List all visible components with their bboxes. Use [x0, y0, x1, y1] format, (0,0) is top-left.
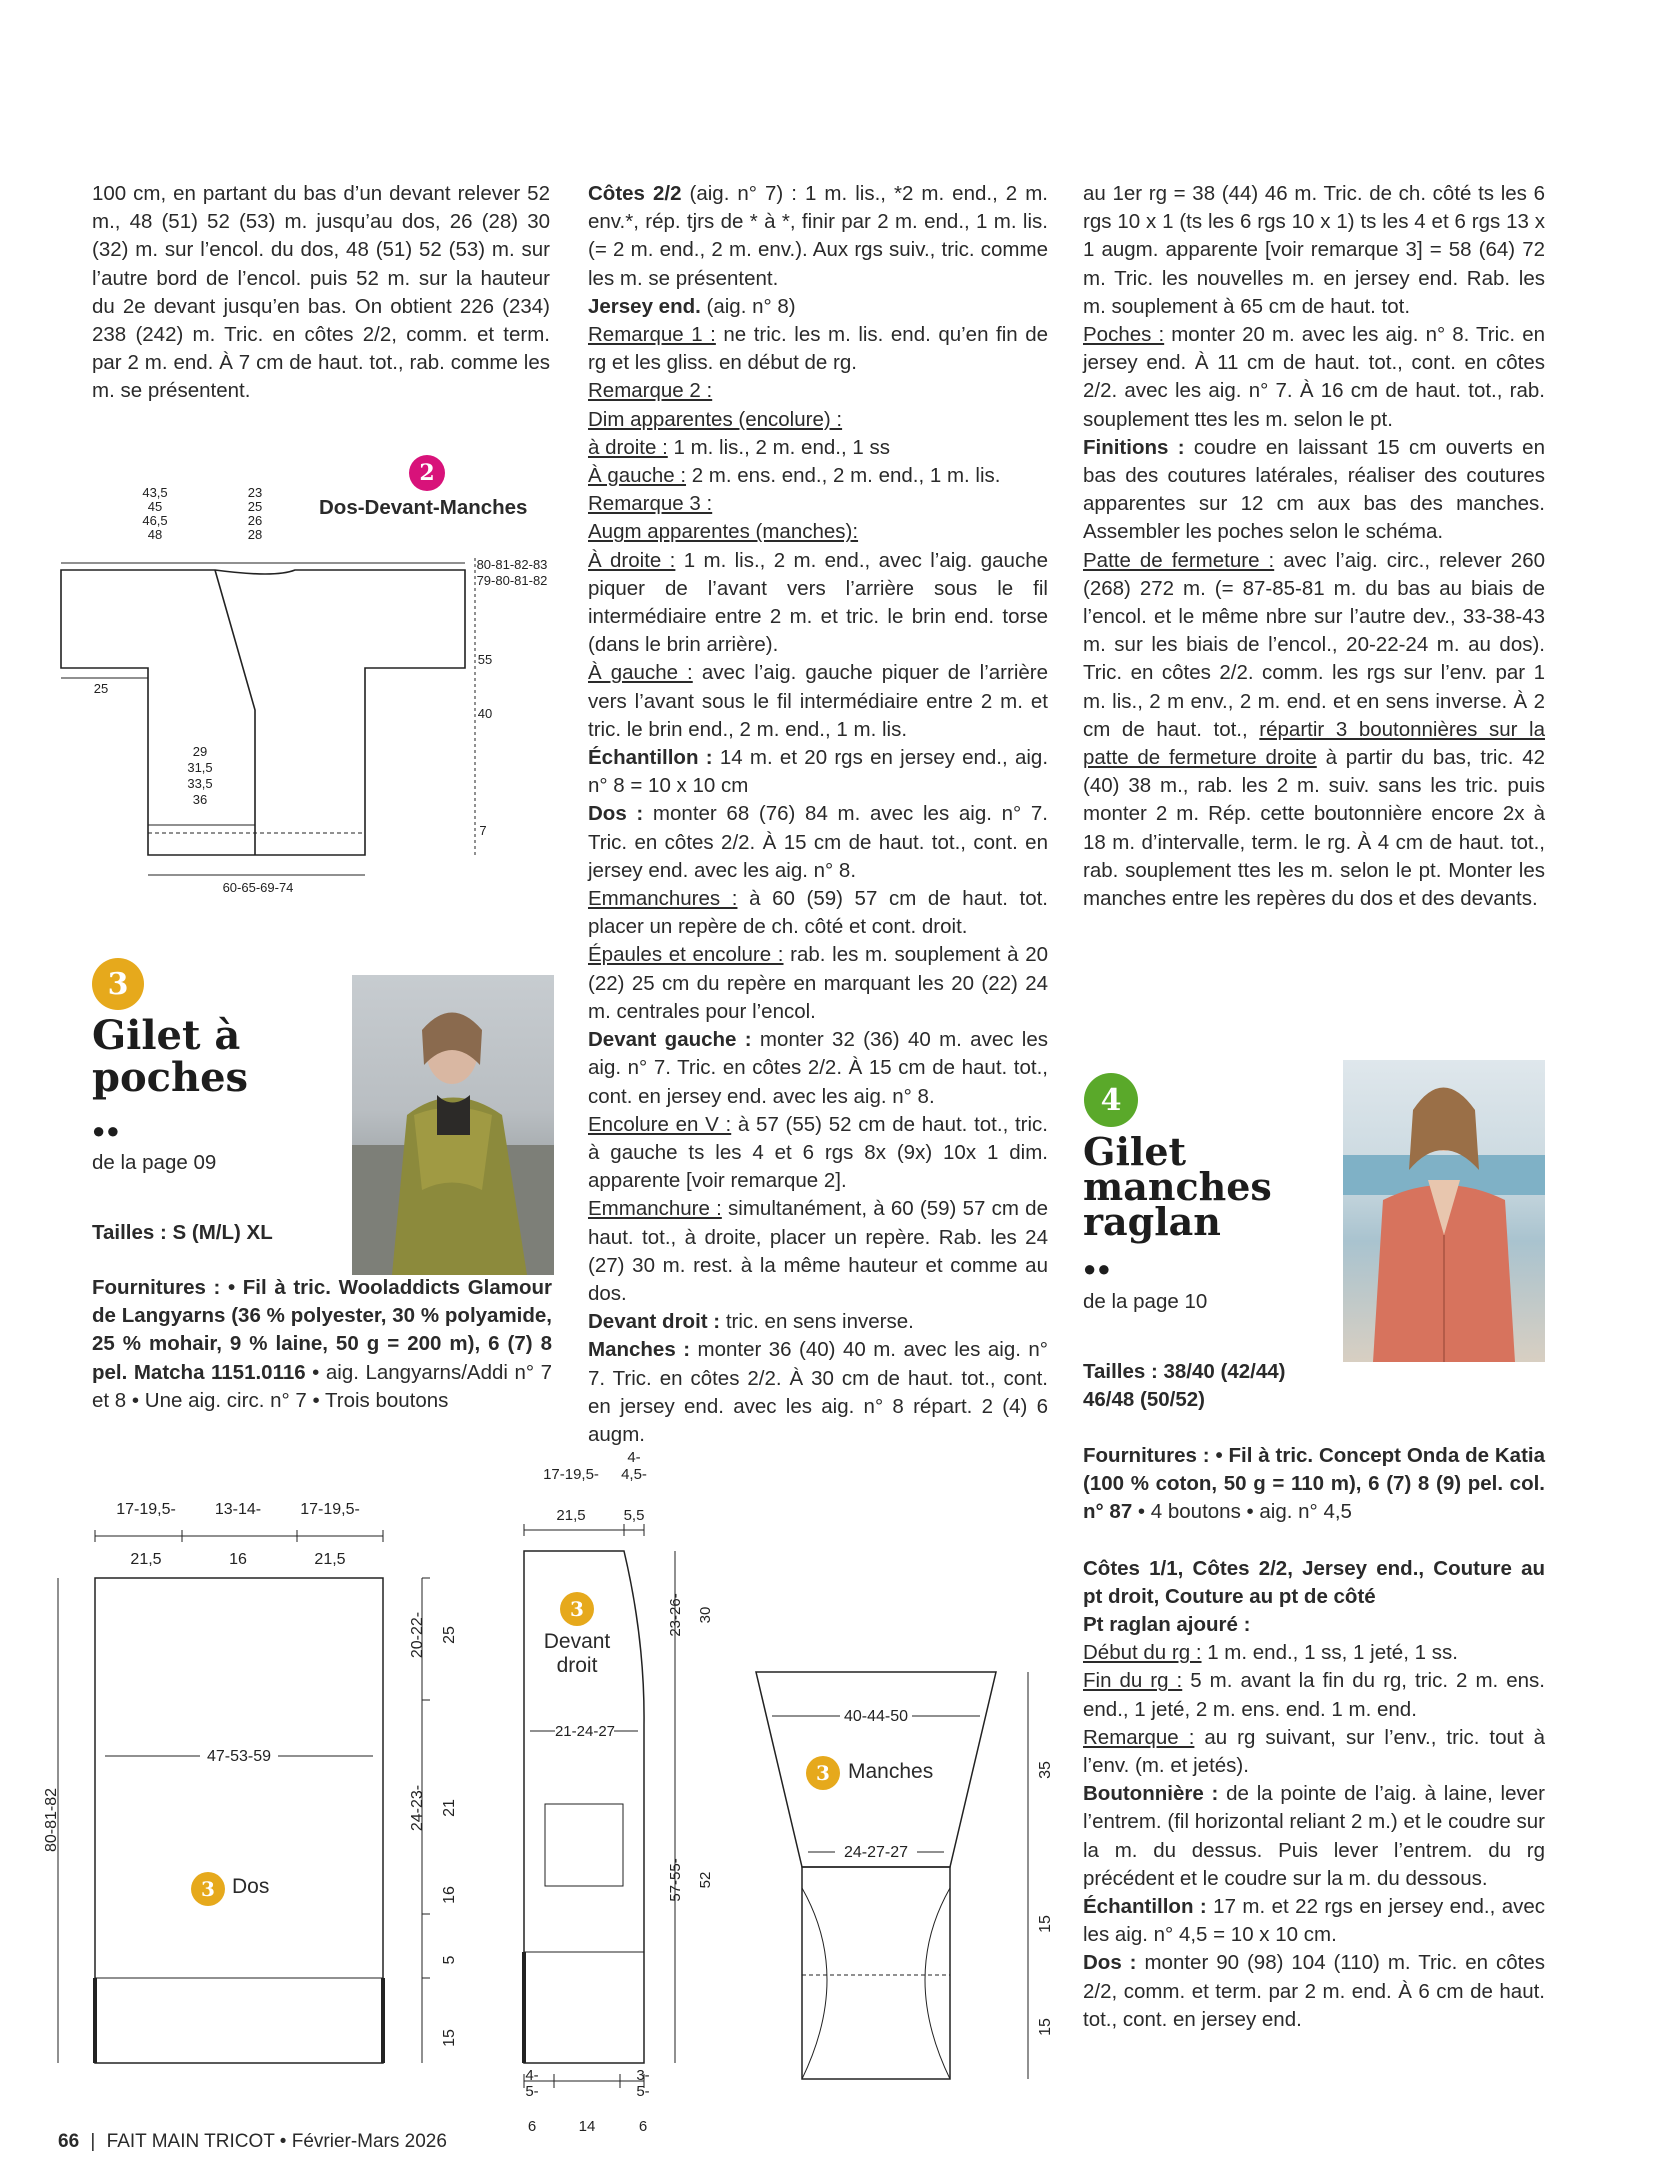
man-r2: 15: [1037, 1915, 1054, 1933]
man-r1: 35: [1037, 1761, 1054, 1779]
dev-bc3: 6: [638, 2118, 648, 2135]
gilet3-title-2: poches: [92, 1054, 249, 1101]
d2-right-b: 79-80-81-82: [476, 573, 548, 588]
dos-r2b: 21: [441, 1799, 458, 1817]
gilet3-page-ref: de la page 09: [92, 1151, 217, 1174]
footer-magazine: FAIT MAIN TRICOT: [106, 2131, 275, 2152]
devant-label: [542, 1630, 612, 1678]
gilet3-photo-art: [352, 975, 554, 1275]
d2-sa0: 43,5: [142, 485, 168, 500]
d2-in2: 33,5: [187, 776, 213, 791]
d2-in0: 29: [192, 744, 208, 759]
diagram-manches: [750, 1660, 1080, 2100]
dos-left: 80-81-82: [43, 1787, 60, 1853]
dev-top-b1: 4,5-: [621, 1466, 647, 1483]
dev-width: 21-24-27: [554, 1723, 616, 1740]
gilet4-badge: 4: [1084, 1073, 1138, 1127]
footer-date: Février-Mars 2026: [291, 2131, 447, 2152]
man-r3: 15: [1037, 2018, 1054, 2036]
gilet3-difficulty: ●●: [92, 1118, 121, 1143]
devant-badge: 3: [560, 1592, 594, 1626]
dev-ba3: 6: [527, 2118, 537, 2135]
gilet3-title-1: Gilet à: [92, 1012, 241, 1059]
d2-left25: 25: [93, 681, 109, 696]
d2-in3: 36: [192, 792, 208, 807]
dos-label: Dos: [232, 1875, 270, 1898]
dev-bc1: 3-: [636, 2067, 650, 2084]
devant-label-1: Devant: [543, 1630, 611, 1653]
dos-r3: 16: [441, 1886, 458, 1904]
dos-top-a2: 21,5: [130, 1551, 162, 1568]
dev-top-b0: 4-: [627, 1449, 641, 1466]
diagram2-schematic: [55, 478, 555, 898]
dev-top-a2: 21,5: [556, 1507, 586, 1524]
dev-top-a1: 17-19,5-: [543, 1466, 599, 1483]
dos-top-c2: 21,5: [314, 1551, 346, 1568]
dos-top-c1: 17-19,5-: [300, 1501, 360, 1518]
d2-right-a: 80-81-82-83: [476, 557, 548, 572]
gilet4-sizes-2: 46/48 (50/52): [1083, 1388, 1205, 1412]
dev-bb: 14: [578, 2118, 596, 2135]
gilet4-sizes-1: Tailles : 38/40 (42/44): [1083, 1360, 1286, 1383]
gilet3-photo: [352, 975, 554, 1275]
gilet4-title-1: Gilet: [1083, 1129, 1187, 1174]
dos-r2: 24-23-: [409, 1784, 426, 1832]
diagram-dos: [40, 1490, 480, 2090]
gilet3-fournitures: [92, 1274, 552, 1415]
gilet3-fourn-label: Fournitures : • Fil à tric.: [92, 1276, 331, 1299]
dev-ba1: 4-: [525, 2067, 539, 2084]
dos-r1: 20-22-: [409, 1611, 426, 1659]
d2-sa1: 45: [147, 499, 163, 514]
dos-top-a1: 17-19,5-: [116, 1501, 176, 1518]
d2-sb0: 23: [247, 485, 263, 500]
gilet4-sizes: [1083, 1358, 1285, 1414]
dos-r4: 5: [441, 1955, 458, 1965]
dos-r1b: 25: [441, 1626, 458, 1644]
gilet4-title-2: manches: [1083, 1164, 1272, 1209]
man-mid: 24-27-27: [843, 1844, 909, 1861]
col3-instructions: au 1er rg = 38 (44) 46 m. Tric. de ch. côté ts les 6 rgs 10 x 1 (ts les 6 rgs 10 x 1) ts les 4 et 6 rgs 13 x 1 augm. apparente [voir remarque 3] = 58 (64) 72 m. Tric. les nouvelles m. en jersey end. Rab. les m. souplement à 65 cm de haut. tot. Poches : monter 20 m. avec les aig. n° 8. Tric. en jersey end. À 11 cm de haut. tot., cont. en côtes 2/2. avec les aig. n° 7. À 16 cm de haut. tot., rab. souplement ttes les m. selon le pt. Finitions : coudre en laissant 15 cm ouverts en bas des coutures latérales, réaliser des coutures apparentes sur 12 cm aux bas des manches. Assembler les poches selon le schéma. Patte de fermeture : avec l’aig. circ., relever 260 (268) 272 m. (= 87-85-81 m. du bas au biais de l’encol. et le même nbre sur l’autre dev., 33-38-43 m. sur les biais de l’encol., 20-22-24 m. au dos). Tric. en côtes 2/2. comm. les rgs sur l’env. par 1 m. lis., 2 m env., 2 m. end. et en sens inverse. À 2 cm de haut. tot., répartir 3 boutonnières sur la patte de fermeture droite à partir du bas, tric. 42 (40) 38 m., rab. les 2 m. suiv. sans les tric. puis monter 2 m. Rép. cette boutonnière encore 2x à 18 m. d’intervalle, term. le rg. À 4 cm de haut. tot., rab. souplement ttes les m. selon le pt. Monter les manches entre les repères du dos et des devants.: [1083, 182, 1546, 911]
gilet3-fourn-bold: Wooladdicts Glamour de Langyarns (36 % polyester, 30 % polyamide, 25 % mohair, 9 % laine, 50 g = 200 m), 6 (7) 8 pel. Matcha 1151.0116: [92, 1276, 553, 1384]
dos-r5: 15: [441, 2029, 458, 2047]
d2-h7: 7: [479, 823, 487, 838]
dev-r2b: 52: [697, 1871, 714, 1889]
col2-instructions: Côtes 2/2 (aig. n° 7) : 1 m. lis., *2 m. end., 2 m. env.*, rép. tjrs de * à *, finir par 2 m. end., 1 m. lis. (= 2 m. end., 2 m. env.). Aux rgs suiv., tric. comme les m. se présentent. Jersey end. (aig. n° 8) Remarque 1 : ne tric. les m. lis. end. qu’en fin de rg et les gliss. en début de rg. Remarque 2 : Dim apparentes (encolure) : à droite : 1 m. lis., 2 m. end., 1 ss À gauche : 2 m. ens. end., 2 m. end., 1 m. lis. Remarque 3 : Augm apparentes (manches): À droite : 1 m. lis., 2 m. end., avec l’aig. gauche piquer de l’avant vers l’arrière sous le fil intermédiaire entre 2 m. et tric. le brin end. torse (dans le brin arrière). À gauche : avec l’aig. gauche piquer de l’arrière vers l’avant sous le fil intermédiaire entre 2 m. et tric. le brin end., 2 m. end., 1 m. lis. Échantillon : 14 m. et 20 rgs en jersey end., aig. n° 8 = 10 x 10 cm Dos : monter 68 (76) 84 m. avec les aig. n° 7. Tric. en côtes 2/2. À 15 cm de haut. tot., cont. en jersey end. avec les aig. n° 8. Emmanchures : à 60 (59) 57 cm de haut. tot. placer un repère de ch. côté et cont. droit. Épaules et encolure : rab. les m. souplement à 20 (22) 25 cm du repère en marquant les 20 (22) 24 m. centrales pour l’encol. Devant gauche : monter 32 (36) 40 m. avec les aig. n° 7. Tric. en côtes 2/2. À 15 cm de haut. tot., cont. en jersey end. avec les aig. n° 8. Encolure en V : à 57 (55) 52 cm de haut. tot., tric. à gauche ts les 4 et 6 rgs 8x (9x) 10x 1 dim. apparente [voir remarque 2]. Emmanchure : simultanément, à 60 (59) 57 cm de haut. tot., à droite, placer un repère. Rab. les 24 (27) 30 m. rest. à la même hauteur et comme au dos. Devant droit : tric. en sens inverse. Manches : monter 36 (40) 40 m. avec les aig. n° 7. Tric. en côtes 2/2. À 30 cm de haut. tot., cont. en jersey end. avec les aig. n° 8 répart. 2 (4) 6 augm.: [588, 182, 1049, 1446]
gilet3-title: [92, 1012, 249, 1101]
d2-sa2: 46,5: [142, 513, 168, 528]
dev-r1: 23-26-: [667, 1593, 684, 1637]
diagram2-badge: 2: [409, 455, 445, 491]
gilet3-badge: 3: [92, 958, 144, 1010]
gilet4-title-3: raglan: [1083, 1199, 1221, 1244]
d2-sa3: 48: [147, 527, 163, 542]
dev-r1b: 30: [697, 1606, 714, 1624]
devant-label-2: droit: [556, 1654, 598, 1677]
diagram2-title: Dos-Devant-Manches: [319, 496, 528, 519]
col1-intro: 100 cm, en partant du bas d’un devant relever 52 m., 48 (51) 52 (53) m. jusqu’au dos, 26 (28) 30 (32) m. sur l’encol. du dos, 48 (51) 52 (53) m. sur l’autre bord de l’encol. puis 52 m. sur la hauteur du 2e devant jusqu’en bas. On obtient 226 (234) 238 (242) m. Tric. en côtes 2/2, comm. et term. par 2 m. end. À 7 cm de haut. tot., rab. comme les m. se présentent.: [92, 182, 550, 403]
gilet4-difficulty: ●●: [1083, 1256, 1112, 1281]
d2-sb2: 26: [247, 513, 263, 528]
diagram-devant: [510, 1440, 740, 2160]
man-top: 40-44-50: [843, 1708, 909, 1725]
footer-sep: |: [90, 2131, 96, 2152]
gilet3-fourn-rest: • aig. Langyarns/Addi n° 7 et 8 • Une aig. circ. n° 7 • Trois boutons: [92, 1360, 552, 1412]
gilet3-sizes: Tailles : S (M/L) XL: [92, 1221, 273, 1244]
dev-bc2: 5-: [636, 2083, 650, 2100]
manches-label: Manches: [848, 1760, 934, 1783]
gilet4-photo: [1343, 1060, 1545, 1362]
gilet4-title: [1083, 1129, 1272, 1244]
d2-h55: 55: [477, 652, 493, 667]
dos-top-b1: 13-14-: [214, 1501, 262, 1518]
d2-h40: 40: [477, 706, 493, 721]
d2-in1: 31,5: [187, 760, 213, 775]
gilet4-page-ref: de la page 10: [1083, 1290, 1208, 1313]
dev-ba2: 5-: [525, 2083, 539, 2100]
dos-badge: 3: [191, 1872, 225, 1906]
footer-page: 66: [58, 2131, 80, 2152]
dev-top-b2: 5,5: [623, 1507, 645, 1524]
dev-r2: 57-55-: [667, 1858, 684, 1902]
dos-width: 47-53-59: [206, 1748, 272, 1765]
d2-bottom: 60-65-69-74: [222, 880, 294, 895]
gilet4-instructions: Fournitures : • Fil à tric. Concept Onda de Katia (100 % coton, 50 g = 110 m), 6 (7) 8 (9) pel. col. n° 87 • 4 boutons • aig. n° 4,5 Côtes 1/1, Côtes 2/2, Jersey end., Couture au pt droit, Couture au pt de côté Pt raglan ajouré : Début du rg : 1 m. end., 1 ss, 1 jeté, 1 ss. Fin du rg : 5 m. avant la fin du rg, tric. 2 m. ens. end., 1 jeté, 2 m. ens. end. 1 m. end. Remarque : au rg suivant, sur l’env., tric. tout à l’env. (m. et jetés). Boutonnière : de la pointe de l’aig. à laine, lever l’entrem. (fil horizontal reliant 2 m.) et le coudre sur la m. du dessus. Puis lever l’entrem. du rg précédent et le coudre sur la m. du dessous. Échantillon : 17 m. et 22 rgs en jersey end., avec les aig. n° 4,5 = 10 x 10 cm. Dos : monter 90 (98) 104 (110) m. Tric. en côtes 2/2, comm. et term. par 2 m. end. À 6 cm de haut. tot., cont. en jersey end.: [1083, 1444, 1546, 2031]
manches-badge: 3: [806, 1756, 840, 1790]
gilet4-photo-art: [1343, 1060, 1545, 1362]
d2-sb3: 28: [247, 527, 263, 542]
footer: [58, 2131, 447, 2153]
footer-bullet: •: [279, 2131, 287, 2152]
dos-top-b2: 16: [229, 1551, 247, 1568]
d2-sb1: 25: [247, 499, 263, 514]
